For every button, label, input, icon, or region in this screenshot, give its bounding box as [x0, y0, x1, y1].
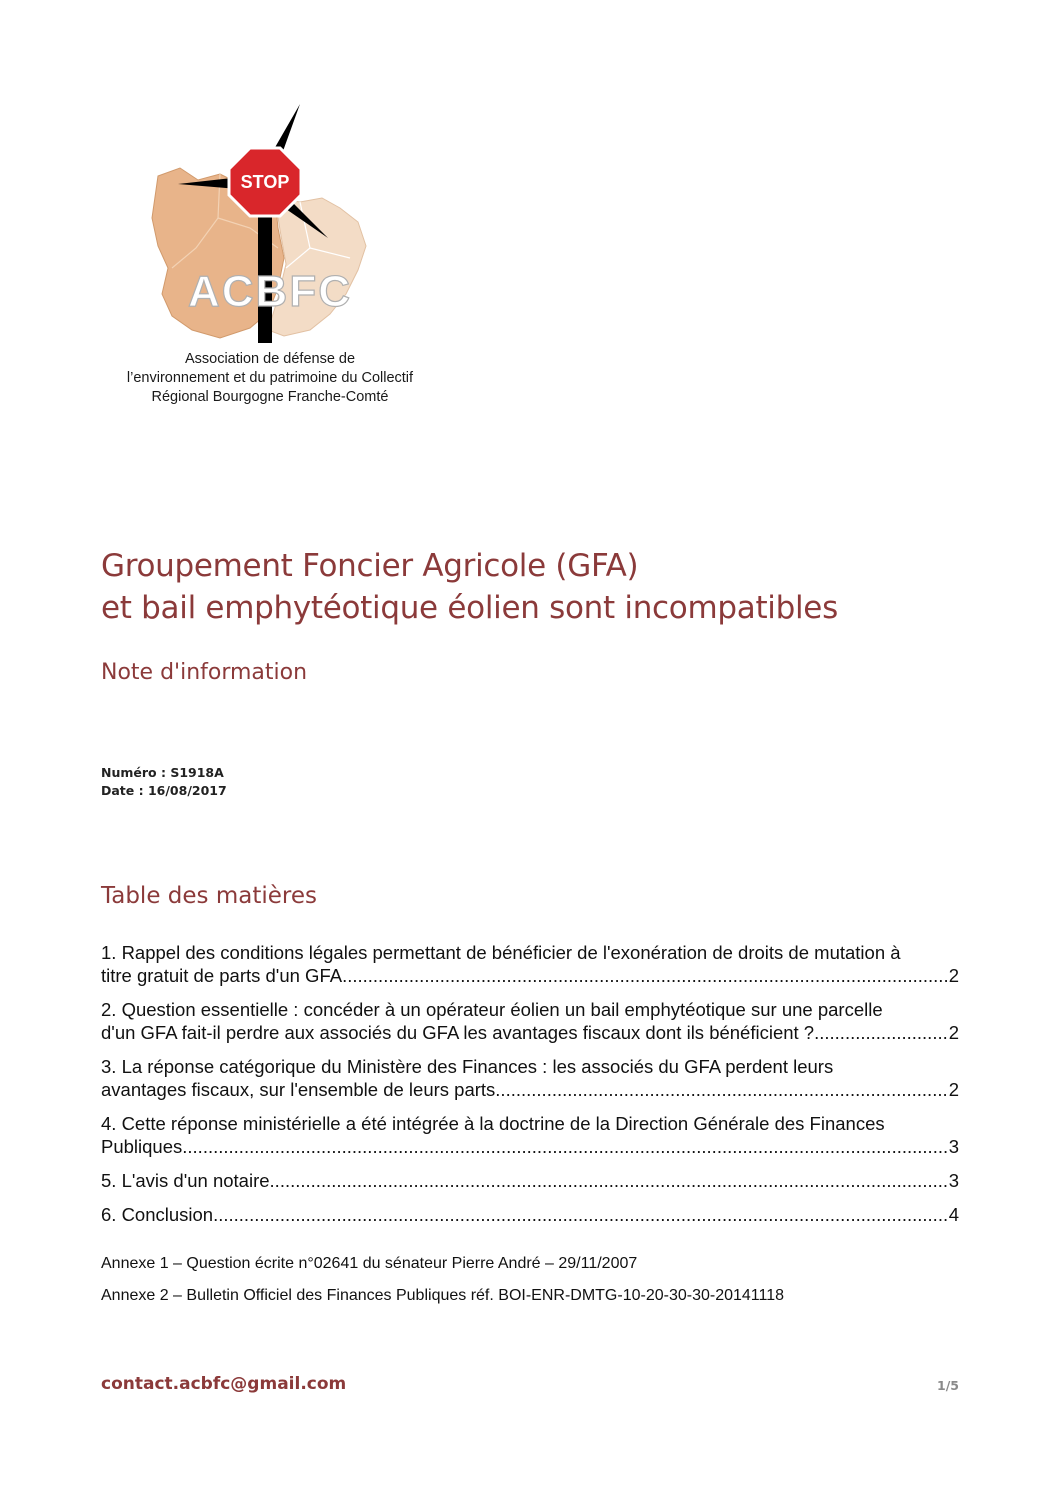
logo-caption-line: Association de défense de [184, 351, 356, 367]
toc-item-text: Publiques [101, 1136, 183, 1157]
contact-email-link[interactable]: contact.acbfc@gmail.com [101, 1374, 347, 1394]
toc-item[interactable] [101, 1055, 959, 1101]
toc-item[interactable] [101, 1203, 959, 1226]
toc-item-text: 6. Conclusion [101, 1204, 214, 1225]
annex-list [101, 1254, 784, 1318]
document-title [101, 545, 961, 629]
document-date: Date : 16/08/2017 [101, 783, 227, 798]
logo-graphic [100, 98, 440, 348]
toc-item-text: 1. Rappel des conditions légales permettant de bénéficier de l'exonération de droits de mutation à [101, 942, 901, 963]
toc-page-number: 2 [948, 965, 959, 986]
toc-leader-dots [213, 1203, 949, 1226]
document-meta [101, 764, 227, 800]
toc-item[interactable] [101, 998, 959, 1044]
toc-page-number: 3 [948, 1170, 959, 1191]
toc-page-number: 4 [948, 1204, 959, 1225]
toc-item-text: titre gratuit de parts d'un GFA [101, 965, 343, 986]
document-title-line: et bail emphytéotique éolien sont incompatibles [101, 590, 838, 626]
toc-leader-dots [270, 1169, 949, 1192]
toc-item[interactable] [101, 1112, 959, 1158]
brand-text: ACBFC [188, 267, 352, 316]
toc-leader-dots [495, 1078, 948, 1101]
toc-leader-dots [814, 1021, 949, 1044]
logo-caption [100, 350, 440, 407]
stop-sign-text: STOP [240, 172, 290, 192]
document-title-line: Groupement Foncier Agricole (GFA) [101, 548, 639, 584]
toc-item-text: d'un GFA fait-il perdre aux associés du GFA les avantages fiscaux dont ils bénéficient ? [101, 1022, 815, 1043]
acbfc-logo [100, 98, 440, 418]
page-number: 1/5 [937, 1378, 959, 1393]
toc-heading: Table des matières [101, 883, 317, 909]
toc-item-text: 2. Question essentielle : concéder à un opérateur éolien un bail emphytéotique sur une parcelle [101, 999, 883, 1020]
toc-item-text: 5. L'avis d'un notaire [101, 1170, 270, 1191]
toc-leader-dots [342, 964, 949, 987]
toc-page-number: 2 [948, 1079, 959, 1100]
toc-page-number: 2 [948, 1022, 959, 1043]
toc-item-text: 3. La réponse catégorique du Ministère des Finances : les associés du GFA perdent leurs [101, 1056, 834, 1077]
annex-item: Annexe 2 – Bulletin Officiel des Finances Publiques réf. BOI-ENR-DMTG-10-20-30-30-20141118 [101, 1287, 785, 1304]
toc-item[interactable] [101, 1169, 959, 1192]
annex-item: Annexe 1 – Question écrite n°02641 du sénateur Pierre André – 29/11/2007 [101, 1255, 638, 1272]
toc-item[interactable] [101, 941, 959, 987]
document-subtitle: Note d'information [101, 660, 308, 685]
toc-item-text: 4. Cette réponse ministérielle a été intégrée à la doctrine de la Direction Générale des Finances [101, 1113, 885, 1134]
document-number: Numéro : S1918A [101, 765, 224, 780]
toc-page-number: 3 [948, 1136, 959, 1157]
logo-caption-line: l’environnement et du patrimoine du Collectif [126, 370, 414, 386]
logo-caption-line: Régional Bourgogne Franche-Comté [151, 389, 389, 405]
toc-leader-dots [182, 1135, 948, 1158]
table-of-contents [101, 941, 959, 1237]
toc-item-text: avantages fiscaux, sur l'ensemble de leurs parts [101, 1079, 496, 1100]
